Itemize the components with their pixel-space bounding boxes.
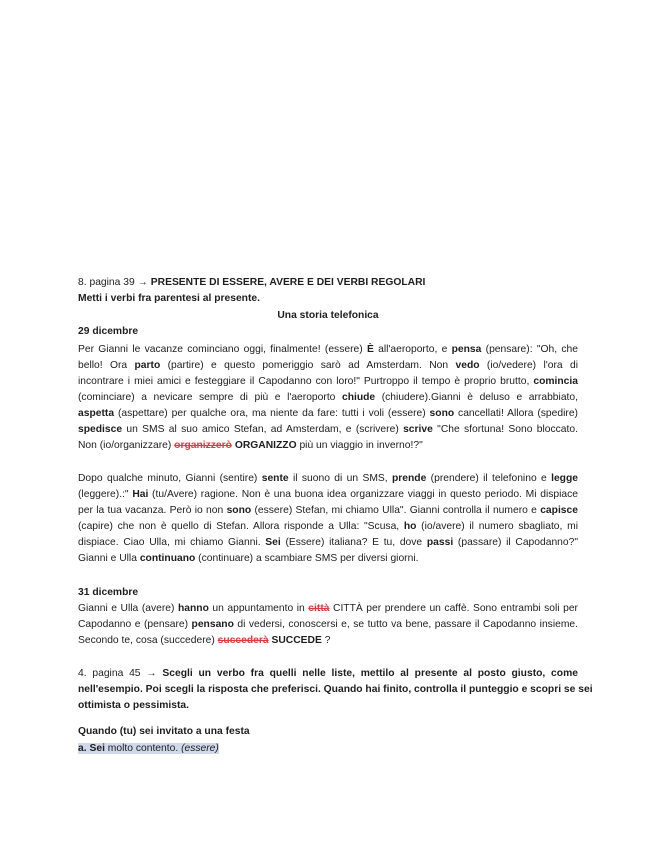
paragraph-2-line-2: (leggere).:" Hai (tu/Avere) ragione. Non è una buona idea organizzare viaggi in questo periodo. Mi dispiace — [78, 489, 578, 500]
struck-answer: succederà — [217, 635, 269, 646]
paragraph-3-line-2: Capodanno e (pensare) pensano di vedersi, conoscersi e, se tutto va bene, passare il Capodanno insieme. — [78, 619, 578, 630]
story-title: Una storia telefonica — [277, 310, 379, 321]
date-heading-29: 29 dicembre — [78, 326, 139, 337]
paragraph-2-line-3: per la tua vacanza. Però io non sono (essere) Stefan, mi chiamo Ulla". Gianni controlla il numero e capisce — [78, 505, 578, 516]
paragraph-2-line-4: (capire) che non è quello di Stefan. Allora risponde a Ulla: "Scusa, ho (io/avere) il numero sbagliato, mi — [78, 521, 578, 532]
exercise-4-line-3: ottimista o pessimista. — [78, 700, 190, 711]
arrow-icon: → — [146, 668, 157, 679]
exercise-8-title: PRESENTE DI ESSERE, AVERE E DEI VERBI REGOLARI — [150, 277, 426, 288]
paragraph-2-line-6: Gianni e Ulla continuano (continuare) a scambiare SMS per diversi giorni. — [78, 553, 419, 564]
struck-answer: città — [308, 603, 330, 614]
paragraph-3-line-1: Gianni e Ulla (avere) hanno un appuntamento in città CITTÀ per prendere un caffè. Sono entrambi soli per — [78, 603, 578, 614]
paragraph-1-line-5: aspetta (aspettare) per qualche ora, ma niente da fare: tutti i voli (essere) sono cancellati! Allora (spedire) — [78, 408, 578, 419]
paragraph-1-line-6: spedisce un SMS al suo amico Stefan, ad Amsterdam, e (scrivere) scrive "Che sfortuna! Sono bloccato. — [78, 424, 578, 435]
question-heading: Quando (tu) sei invitato a una festa — [78, 726, 250, 737]
date-heading-31: 31 dicembre — [78, 587, 139, 598]
paragraph-1-line-3: incontrare i miei amici e festeggiare il Capodanno con loro!" Purtroppo il tempo è proprio brutto, comincia — [78, 376, 578, 387]
answer-a-highlight: a. Sei molto contento. (essere) — [78, 743, 219, 754]
arrow-icon: → — [137, 277, 148, 288]
exercise-4-line-2: nell'esempio. Poi scegli la risposta che preferisci. Quando hai finito, controlla il punteggio e scopri se sei — [78, 684, 593, 695]
paragraph-3-line-3: Secondo te, cosa (succedere) succederà SUCCEDE ? — [78, 635, 331, 646]
paragraph-1-line-2: bello! Ora parto (partire) e questo pomeriggio sarò ad Amsterdam. Non vedo (io/vedere) l'ora di — [78, 360, 578, 371]
exercise-4-line-1: 4. pagina 45 → Scegli un verbo fra quelli nelle liste, mettilo al presente al posto giusto, come — [78, 668, 578, 679]
exercise-8-instruction: Metti i verbi fra parentesi al presente. — [78, 293, 260, 304]
paragraph-2-line-5: dispiace. Ciao Ulla, mi chiamo Gianni. Sei (Essere) italiana? E tu, dove passi (passare) il Capodanno?" — [78, 537, 579, 548]
answer-a — [78, 741, 578, 757]
struck-answer: organizzerò — [174, 440, 232, 451]
paragraph-1-line-4: (cominciare) a nevicare sempre di più e l'aeroporto chiude (chiudere).Gianni è deluso e arrabbiato, — [78, 392, 578, 403]
paragraph-1-line-7: Non (io/organizzare) organizzerò ORGANIZZO più un viaggio in inverno!?" — [78, 440, 423, 451]
exercise-8-heading: 8. pagina 39 → PRESENTE DI ESSERE, AVERE E DEI VERBI REGOLARI — [78, 277, 426, 288]
paragraph-1-line-1: Per Gianni le vacanze cominciano oggi, finalmente! (essere) È all'aeroporto, e pensa (pensare): "Oh, che — [78, 344, 578, 355]
paragraph-2-line-1: Dopo qualche minuto, Gianni (sentire) sente il suono di un SMS, prende (prendere) il telefonino e legge — [78, 473, 578, 484]
